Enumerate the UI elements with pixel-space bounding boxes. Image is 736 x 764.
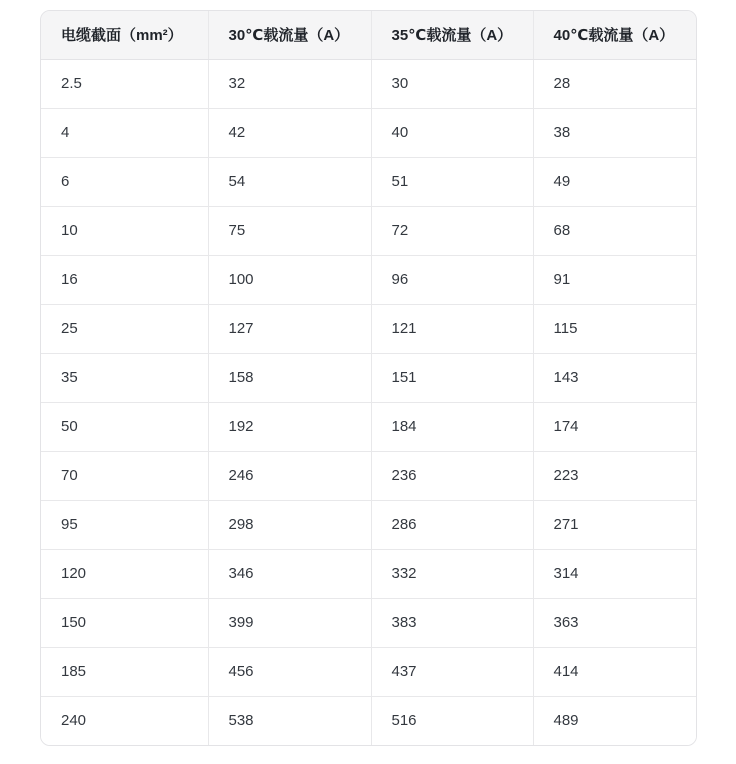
table-cell: 30 [371, 59, 533, 108]
table-row [41, 59, 696, 108]
table-cell: 115 [533, 304, 696, 353]
table-cell: 121 [371, 304, 533, 353]
table-cell: 32 [208, 59, 371, 108]
table-cell: 383 [371, 598, 533, 647]
table-cell: 538 [208, 696, 371, 745]
table-cell: 50 [41, 402, 208, 451]
table-cell: 100 [208, 255, 371, 304]
column-header: 35℃载流量（A） [371, 11, 533, 59]
table-cell: 6 [41, 157, 208, 206]
table-cell: 399 [208, 598, 371, 647]
table-cell: 4 [41, 108, 208, 157]
table-cell: 127 [208, 304, 371, 353]
table-cell: 346 [208, 549, 371, 598]
table-cell: 437 [371, 647, 533, 696]
table-cell: 286 [371, 500, 533, 549]
table-cell: 516 [371, 696, 533, 745]
table-cell: 143 [533, 353, 696, 402]
table-row [41, 451, 696, 500]
table-cell: 120 [41, 549, 208, 598]
table-cell: 38 [533, 108, 696, 157]
table-body [41, 59, 696, 745]
table-cell: 414 [533, 647, 696, 696]
table-cell: 246 [208, 451, 371, 500]
table-cell: 363 [533, 598, 696, 647]
table-row [41, 696, 696, 745]
table-cell: 70 [41, 451, 208, 500]
table-cell: 75 [208, 206, 371, 255]
table-cell: 185 [41, 647, 208, 696]
column-header: 40℃载流量（A） [533, 11, 696, 59]
table-cell: 223 [533, 451, 696, 500]
table-row [41, 647, 696, 696]
table-row [41, 108, 696, 157]
table-cell: 28 [533, 59, 696, 108]
table-cell: 271 [533, 500, 696, 549]
table-cell: 236 [371, 451, 533, 500]
table-cell: 158 [208, 353, 371, 402]
table-cell: 49 [533, 157, 696, 206]
table-row [41, 304, 696, 353]
table-cell: 68 [533, 206, 696, 255]
table-cell: 95 [41, 500, 208, 549]
table-row [41, 255, 696, 304]
table-cell: 40 [371, 108, 533, 157]
table-cell: 2.5 [41, 59, 208, 108]
column-header: 电缆截面（mm²） [41, 11, 208, 59]
table-cell: 151 [371, 353, 533, 402]
table-cell: 298 [208, 500, 371, 549]
table-cell: 192 [208, 402, 371, 451]
table-cell: 35 [41, 353, 208, 402]
table-row [41, 353, 696, 402]
table-cell: 54 [208, 157, 371, 206]
table-cell: 314 [533, 549, 696, 598]
table-cell: 240 [41, 696, 208, 745]
table-cell: 10 [41, 206, 208, 255]
table-cell: 25 [41, 304, 208, 353]
table-row [41, 157, 696, 206]
table-row [41, 549, 696, 598]
table-cell: 91 [533, 255, 696, 304]
table-cell: 174 [533, 402, 696, 451]
data-table [41, 11, 696, 745]
table-row [41, 402, 696, 451]
table-row [41, 206, 696, 255]
table-cell: 42 [208, 108, 371, 157]
table-cell: 16 [41, 255, 208, 304]
cable-ampacity-table [40, 10, 697, 746]
table-cell: 150 [41, 598, 208, 647]
table-row [41, 598, 696, 647]
table-cell: 456 [208, 647, 371, 696]
table-cell: 184 [371, 402, 533, 451]
table-cell: 96 [371, 255, 533, 304]
header-row [41, 11, 696, 59]
column-header: 30℃载流量（A） [208, 11, 371, 59]
table-cell: 332 [371, 549, 533, 598]
table-cell: 72 [371, 206, 533, 255]
table-cell: 51 [371, 157, 533, 206]
table-row [41, 500, 696, 549]
table-cell: 489 [533, 696, 696, 745]
